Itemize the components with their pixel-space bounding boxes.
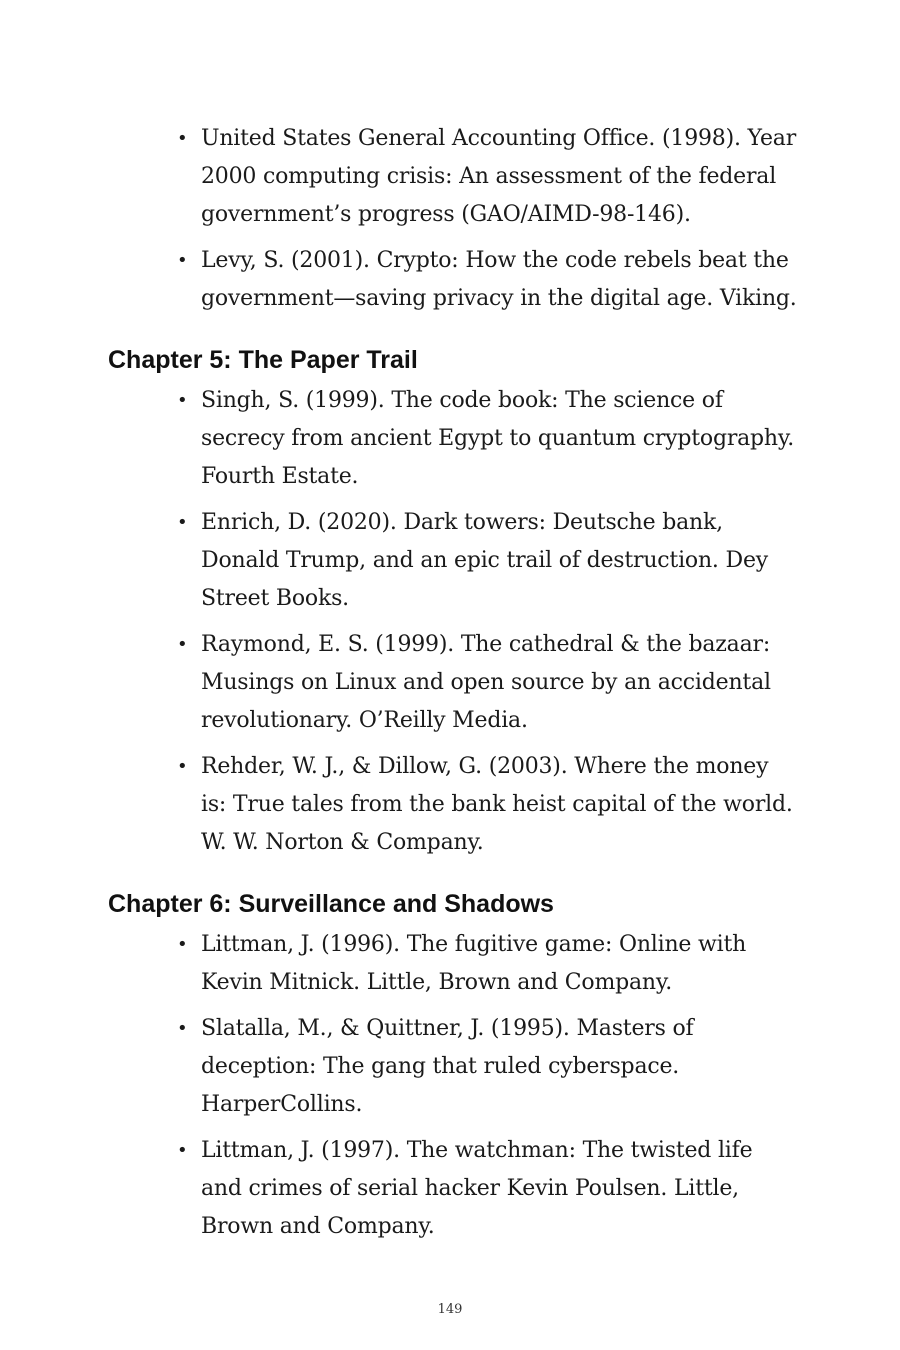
reference-text: Singh, S. (1999). The code book: The science of secrecy from ancient Egypt to quantum cryptography. Fourth Estate. [201, 388, 795, 489]
bullet-icon: • [177, 390, 188, 411]
bullet-icon: • [177, 634, 188, 655]
reference-entry [177, 1132, 798, 1246]
reference-entry [177, 242, 798, 318]
reference-text: Levy, S. (2001). Crypto: How the code rebels beat the government—saving privacy in the digital age. Viking. [201, 248, 797, 311]
reference-entry [177, 626, 798, 740]
reference-entry [177, 1010, 798, 1124]
reference-text: Slatalla, M., & Quittner, J. (1995). Masters of deception: The gang that ruled cyberspace. HarperCollins. [201, 1016, 694, 1117]
reference-entry [177, 748, 798, 862]
reference-entry [177, 120, 798, 234]
bullet-icon: • [177, 512, 188, 533]
chapter-heading: Chapter 6: Surveillance and Shadows [108, 890, 554, 918]
bullet-icon: • [177, 1140, 188, 1161]
page-number: 149 [437, 1302, 463, 1317]
chapter-heading: Chapter 5: The Paper Trail [108, 346, 418, 374]
bullet-icon: • [177, 128, 188, 149]
reference-list [108, 120, 798, 318]
reference-text: Rehder, W. J., & Dillow, G. (2003). Where the money is: True tales from the bank heist capital of the world. W. W. Norton & Company. [201, 754, 793, 855]
reference-text: Littman, J. (1997). The watchman: The twisted life and crimes of serial hacker Kevin Poulsen. Little, Brown and Company. [201, 1138, 753, 1239]
reference-entry [177, 504, 798, 618]
reference-text: Enrich, D. (2020). Dark towers: Deutsche bank, Donald Trump, and an epic trail of destruction. Dey Street Books. [201, 510, 768, 611]
reference-list [108, 382, 798, 862]
bullet-icon: • [177, 1018, 188, 1039]
reference-text: Raymond, E. S. (1999). The cathedral & the bazaar: Musings on Linux and open source by an accidental revolutionary. O’Reilly Media. [201, 632, 771, 733]
bullet-icon: • [177, 934, 188, 955]
reference-list [108, 926, 798, 1246]
reference-text: Littman, J. (1996). The fugitive game: Online with Kevin Mitnick. Little, Brown and Company. [201, 932, 747, 995]
references-content [108, 120, 798, 1254]
bullet-icon: • [177, 250, 188, 271]
reference-text: United States General Accounting Office. (1998). Year 2000 computing crisis: An assessment of the federal government’s progress (GAO/AIMD-98-146). [201, 126, 797, 227]
reference-entry [177, 926, 798, 1002]
bullet-icon: • [177, 756, 188, 777]
reference-entry [177, 382, 798, 496]
